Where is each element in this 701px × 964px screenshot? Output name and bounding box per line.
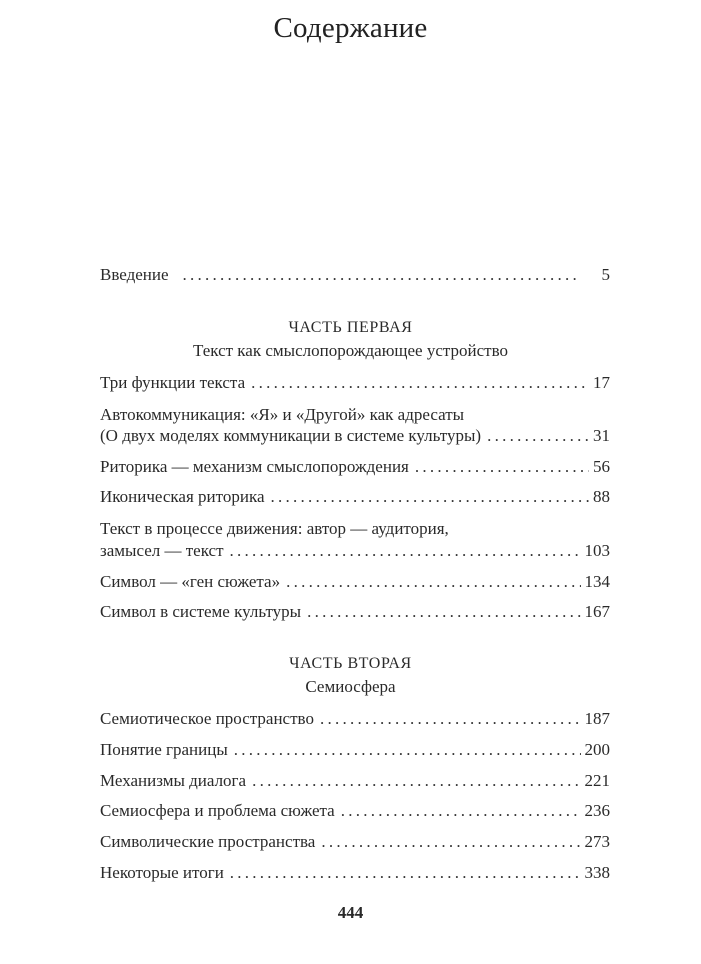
dot-leader: [415, 456, 589, 478]
dot-leader: [230, 540, 581, 562]
toc-entry-page: 167: [584, 602, 610, 621]
dot-leader: [487, 425, 589, 447]
toc-entry-title-line1[interactable]: Текст в процессе движения: автор — аудитория,: [100, 519, 449, 538]
toc-entry[interactable]: [100, 601, 610, 623]
dot-leader: [271, 486, 590, 508]
toc-entry-title: Символ в системе культуры: [100, 602, 302, 621]
dot-leader: [230, 862, 581, 884]
toc-entry-title: Символические пространства: [100, 832, 316, 851]
toc-entry-title: Символ — «ген сюжета»: [100, 572, 281, 591]
toc-entry-page: 200: [584, 740, 610, 759]
toc-entry-title: Риторика — механизм смыслопорождения: [100, 457, 409, 476]
toc-entry[interactable]: [100, 862, 610, 884]
toc-entry[interactable]: [100, 708, 610, 730]
toc-entry-title: Семиосфера и проблема сюжета: [100, 801, 335, 820]
dot-leader: [286, 571, 580, 593]
page-number: 444: [337, 903, 364, 922]
toc-entry[interactable]: [100, 770, 610, 792]
toc-entry-title: Иконическая риторика: [100, 487, 265, 506]
toc-entry[interactable]: [100, 571, 610, 593]
toc-entry-page: 134: [584, 572, 610, 591]
dot-leader: [321, 831, 580, 853]
part-heading: ЧАСТЬ ПЕРВАЯ: [288, 319, 413, 336]
toc-entry-title: Некоторые итоги: [100, 863, 224, 882]
dot-leader: [307, 601, 580, 623]
toc-entry-title: Понятие границы: [100, 740, 228, 759]
toc-entry-title: Семиотическое пространство: [100, 709, 314, 728]
toc-entry-page: 273: [584, 832, 610, 851]
dot-leader: [320, 708, 581, 730]
toc-entry-title: Три функции текста: [100, 373, 246, 392]
toc-entry[interactable]: [100, 456, 610, 478]
toc-entry[interactable]: [100, 540, 610, 562]
toc-entry-title: Механизмы диалога: [100, 771, 247, 790]
toc-entry-page: 88: [593, 487, 610, 506]
toc-entry[interactable]: [100, 739, 610, 761]
dot-leader: [252, 770, 580, 792]
toc-entry[interactable]: [100, 425, 610, 447]
dot-leader: [341, 800, 581, 822]
toc-entry-title: замысел — текст: [100, 541, 224, 560]
part-heading: ЧАСТЬ ВТОРАЯ: [289, 655, 412, 672]
toc-entry-page: 236: [584, 801, 610, 820]
toc-entry-page: 5: [601, 265, 610, 284]
toc-entry[interactable]: [100, 831, 610, 853]
toc-entry[interactable]: [100, 486, 610, 508]
part-subtitle: Семиосфера: [305, 677, 396, 696]
toc-entry-intro[interactable]: [100, 264, 610, 286]
toc-entry-page: 338: [584, 863, 610, 882]
toc-entry-page: 56: [593, 457, 610, 476]
part-subtitle: Текст как смыслопорождающее устройство: [192, 341, 509, 360]
toc-entry[interactable]: [100, 800, 610, 822]
toc-entry-page: 31: [593, 426, 610, 445]
dot-leader: [251, 372, 589, 394]
toc-entry[interactable]: [100, 372, 610, 394]
toc-entry-page: 221: [584, 771, 610, 790]
toc-entry-title: Введение: [100, 265, 169, 284]
toc-entry-page: 103: [584, 541, 610, 560]
toc-entry-page: 17: [593, 373, 610, 392]
dot-leader: [183, 264, 580, 286]
toc-entry-page: 187: [584, 709, 610, 728]
page-title: Содержание: [273, 12, 428, 44]
dot-leader: [234, 739, 581, 761]
toc-entry-title-line1[interactable]: Автокоммуникация: «Я» и «Другой» как адресаты: [100, 405, 465, 424]
toc-entry-title: (О двух моделях коммуникации в системе культуры): [100, 426, 482, 445]
